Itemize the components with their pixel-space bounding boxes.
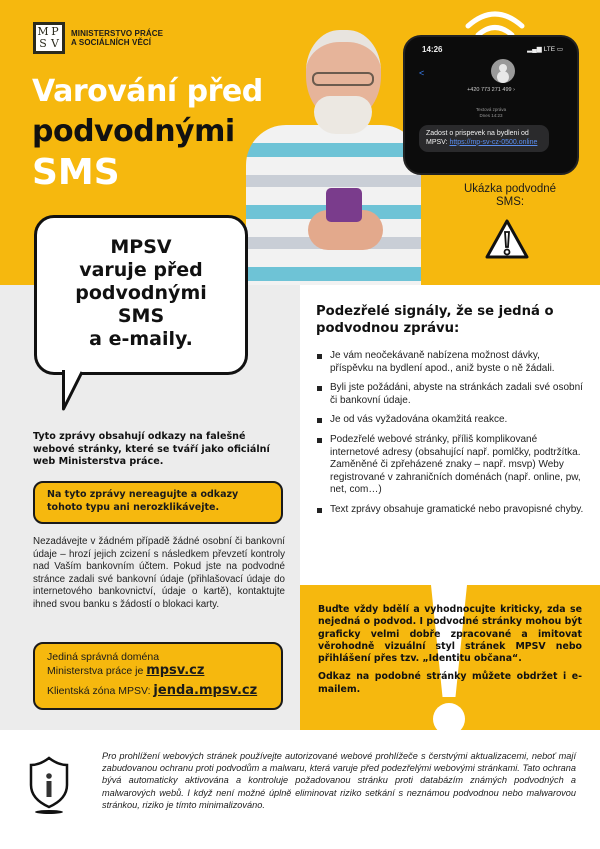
warning-triangle-icon xyxy=(484,218,530,260)
bank-data-warning: Nezadávejte v žádném případě žádné osobní či bankovní údaje – hrozí jejich zcizení s následkem převzetí kontroly nad Vaším bankovním účtem. Pokud jste na podvodné stránce zadali své bankovní údaje (přihlašovací údaje do internetového bankovnictví, údaje o kartě), kontaktujte ihned svou banku s žádostí o blokaci karty. xyxy=(33,536,285,610)
handheld-phone xyxy=(326,188,362,222)
senior-man-photo xyxy=(246,10,421,285)
mpsv-domain-link[interactable]: mpsv.cz xyxy=(146,663,205,678)
list-item: Podezřelé webové stránky, příliš komplikované internetové adresy (obsahující např. pomlčky, podtržítka. Zaměněné či zpřeházené znaky – např. msvp) Weby registrované v zahraničních doménách (např. online, pw, net, com…) xyxy=(316,434,584,497)
mpsv-logo-mark: M P S V xyxy=(33,22,65,54)
browser-safety-note: Pro prohlížení webových stránek používejte autorizované webové prohlížeče s čerstvými aktualizacemi, neboť mají zabudovanou ochranu proti podvodům a malwaru, která varuje před podezřelými webovými stránkami. Tato ochrana bývá automaticky aktivována a kontroluje požadovanou stránku proti databázím známých podvodných a malwarových webů. I když není možné úplně eliminovat riziko setkání s neznámou podvodnou nebo malwarovou stránkou, riziko je tímto minimalizováno. xyxy=(102,751,576,810)
list-item: Je vám neočekávaně nabízena možnost dávky, příspěvku na bydlení apod., aniž byste o ně žádali. xyxy=(316,350,584,375)
contact-avatar-icon xyxy=(491,59,515,83)
fraud-link: https://mp-sv-cz-0500.online xyxy=(449,138,538,146)
mpsv-logo xyxy=(33,22,163,54)
sms-message-bubble: Zadost o prispevek na bydleni od MPSV: https://mp-sv-cz-0500.online xyxy=(419,125,549,152)
speech-bubble-tail xyxy=(62,370,84,412)
sms-screenshot: 14:26 ▂▄▆ LTE ▭ < +420 773 271 499 › Textová zpráva Dnes 14:23 Zadost o prispevek na bydleni od MPSV: https://mp-sv-cz-0500.online xyxy=(403,35,579,175)
list-item: Je od vás vyžadována okamžitá reakce. xyxy=(316,414,584,427)
back-icon: < xyxy=(419,68,425,78)
page-title: Varování před podvodnými SMS xyxy=(32,74,263,193)
signal-status: ▂▄▆ LTE ▭ xyxy=(527,46,563,53)
do-not-click-callout: Na tyto zprávy nereagujte a odkazy tohoto typu ani nerozklikávejte. xyxy=(33,481,283,524)
sender-number: +420 773 271 499 › xyxy=(467,87,515,93)
speech-bubble: MPSV varuje před podvodnými SMS a e-maily. xyxy=(34,215,248,375)
vigilance-text: Buďte vždy bdělí a vyhodnocujte kriticky, zda se nejedná o podvod. I podvodné stránky mohou být graficky velmi dobře zpracované a imitovat věrohodně vizuální styl stránek MPSV nebo přihlášení přes tzv. „Identitu občana“. Odkaz na podobné stránky můžete obdržet i e-mailem. xyxy=(318,604,582,695)
ministry-name: MINISTERSTVO PRÁCE A SOCIÁLNÍCH VĚCÍ xyxy=(71,28,164,47)
official-domain-callout: Jediná správná doména Ministerstva práce je mpsv.cz Klientská zóna MPSV: jenda.mpsv.cz xyxy=(33,642,283,710)
signals-heading: Podezřelé signály, že se jedná o podvodnou zprávu: xyxy=(316,304,554,336)
sample-sms-label: Ukázka podvodné SMS: xyxy=(463,183,557,208)
intro-text: Tyto zprávy obsahují odkazy na falešné webové stránky, které se tváří jako oficiální web Ministerstva práce. xyxy=(33,431,270,467)
list-item: Text zprávy obsahuje gramatické nebo pravopisné chyby. xyxy=(316,504,584,517)
message-meta: Textová zpráva Dnes 14:23 xyxy=(475,107,507,118)
shield-info-icon xyxy=(28,755,70,815)
list-item: Byli jste požádáni, abyste na stránkách zadali své osobní či bankovní údaje. xyxy=(316,382,584,407)
signals-list xyxy=(316,350,584,524)
client-zone-link[interactable]: jenda.mpsv.cz xyxy=(153,683,258,698)
